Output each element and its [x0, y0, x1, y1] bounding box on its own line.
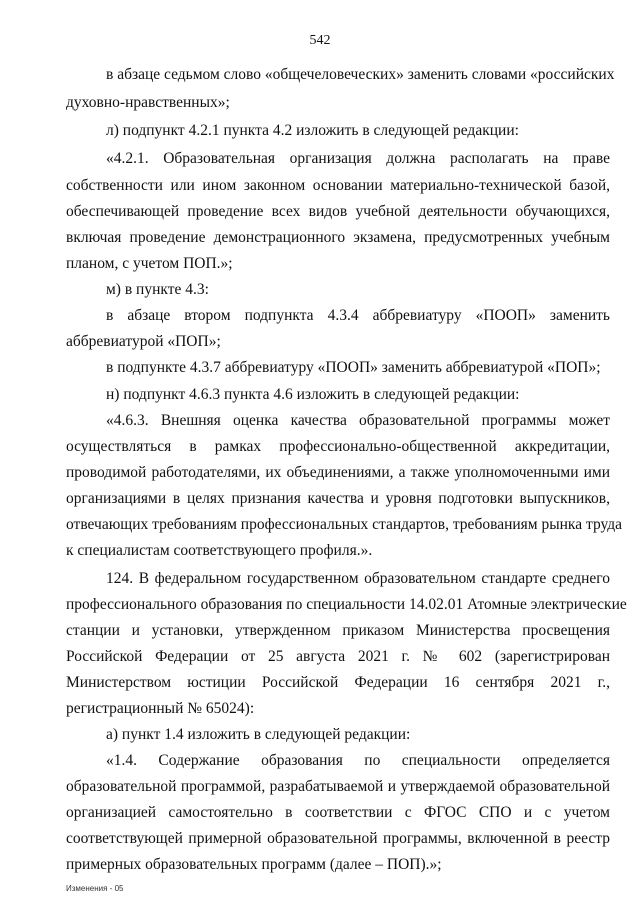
paragraph-line: организацией самостоятельно в соответствии с ФГОС СПО и с учетом	[66, 804, 610, 821]
paragraph-line: включая проведение демонстрационного экзамена, предусмотренных учебным	[66, 229, 610, 246]
paragraph-line: образовательной программой, разрабатываемой и утверждаемой образовательной	[66, 778, 610, 795]
paragraph-line: регистрационный № 65024):	[66, 700, 255, 717]
paragraph-line: обеспечивающей проведение всех видов учебной деятельности обучающихся,	[66, 203, 610, 220]
paragraph-line: в подпункте 4.3.7 аббревиатуру «ПООП» заменить аббревиатурой «ПОП»;	[106, 359, 601, 376]
paragraph-line: духовно-нравственных»;	[66, 94, 230, 111]
page-number: 542	[309, 33, 331, 48]
paragraph-line: профессионального образования по специальности 14.02.01 Атомные электрические	[66, 596, 627, 613]
paragraph-line: отвечающих требованиям профессиональных стандартов, требованиям рынка труда	[66, 516, 623, 533]
paragraph-line: м) в пункте 4.3:	[106, 281, 209, 298]
paragraph-line: Министерством юстиции Российской Федерации 16 сентября 2021 г.,	[66, 674, 610, 691]
paragraph-line: собственности или ином законном основании материально-технической базой,	[66, 177, 610, 194]
paragraph-line: осуществляться в рамках профессионально-общественной аккредитации,	[66, 438, 610, 455]
paragraph-line: а) пункт 1.4 изложить в следующей редакции:	[106, 726, 411, 743]
paragraph-line: организациями в целях признания качества и уровня подготовки выпускников,	[66, 490, 610, 507]
paragraph-line: к специалистам соответствующего профиля.».	[66, 542, 373, 559]
paragraph-line: в абзаце втором подпункта 4.3.4 аббревиатуру «ПООП» заменить	[106, 307, 610, 324]
paragraph-line: примерных образовательных программ (далее – ПОП).»;	[66, 856, 442, 873]
paragraph-line: проводимой работодателями, их объединениями, а также уполномоченными ими	[66, 464, 610, 481]
paragraph-line: планом, с учетом ПОП.»;	[66, 255, 233, 272]
paragraph-line: н) подпункт 4.6.3 пункта 4.6 изложить в следующей редакции:	[106, 386, 520, 403]
paragraph-line: станции и установки, утвержденном приказом Министерства просвещения	[66, 622, 610, 639]
footer-label: Изменения - 05	[66, 884, 124, 893]
paragraph-line: «4.6.3. Внешняя оценка качества образовательной программы может	[106, 412, 610, 429]
paragraph-line: аббревиатурой «ПОП»;	[66, 333, 221, 350]
paragraph-line: соответствующей примерной образовательной программы, включенной в реестр	[66, 830, 610, 847]
paragraph-line: Российской Федерации от 25 августа 2021 г. № 602 (зарегистрирован	[66, 648, 610, 665]
paragraph-line: л) подпункт 4.2.1 пункта 4.2 изложить в следующей редакции:	[106, 122, 519, 139]
paragraph-line: «1.4. Содержание образования по специальности определяется	[106, 752, 610, 769]
paragraph-line: 124. В федеральном государственном образовательном стандарте среднего	[106, 570, 610, 587]
paragraph-line: «4.2.1. Образовательная организация должна располагать на праве	[106, 150, 610, 167]
paragraph-line: в абзаце седьмом слово «общечеловеческих» заменить словами «российских	[106, 66, 615, 83]
